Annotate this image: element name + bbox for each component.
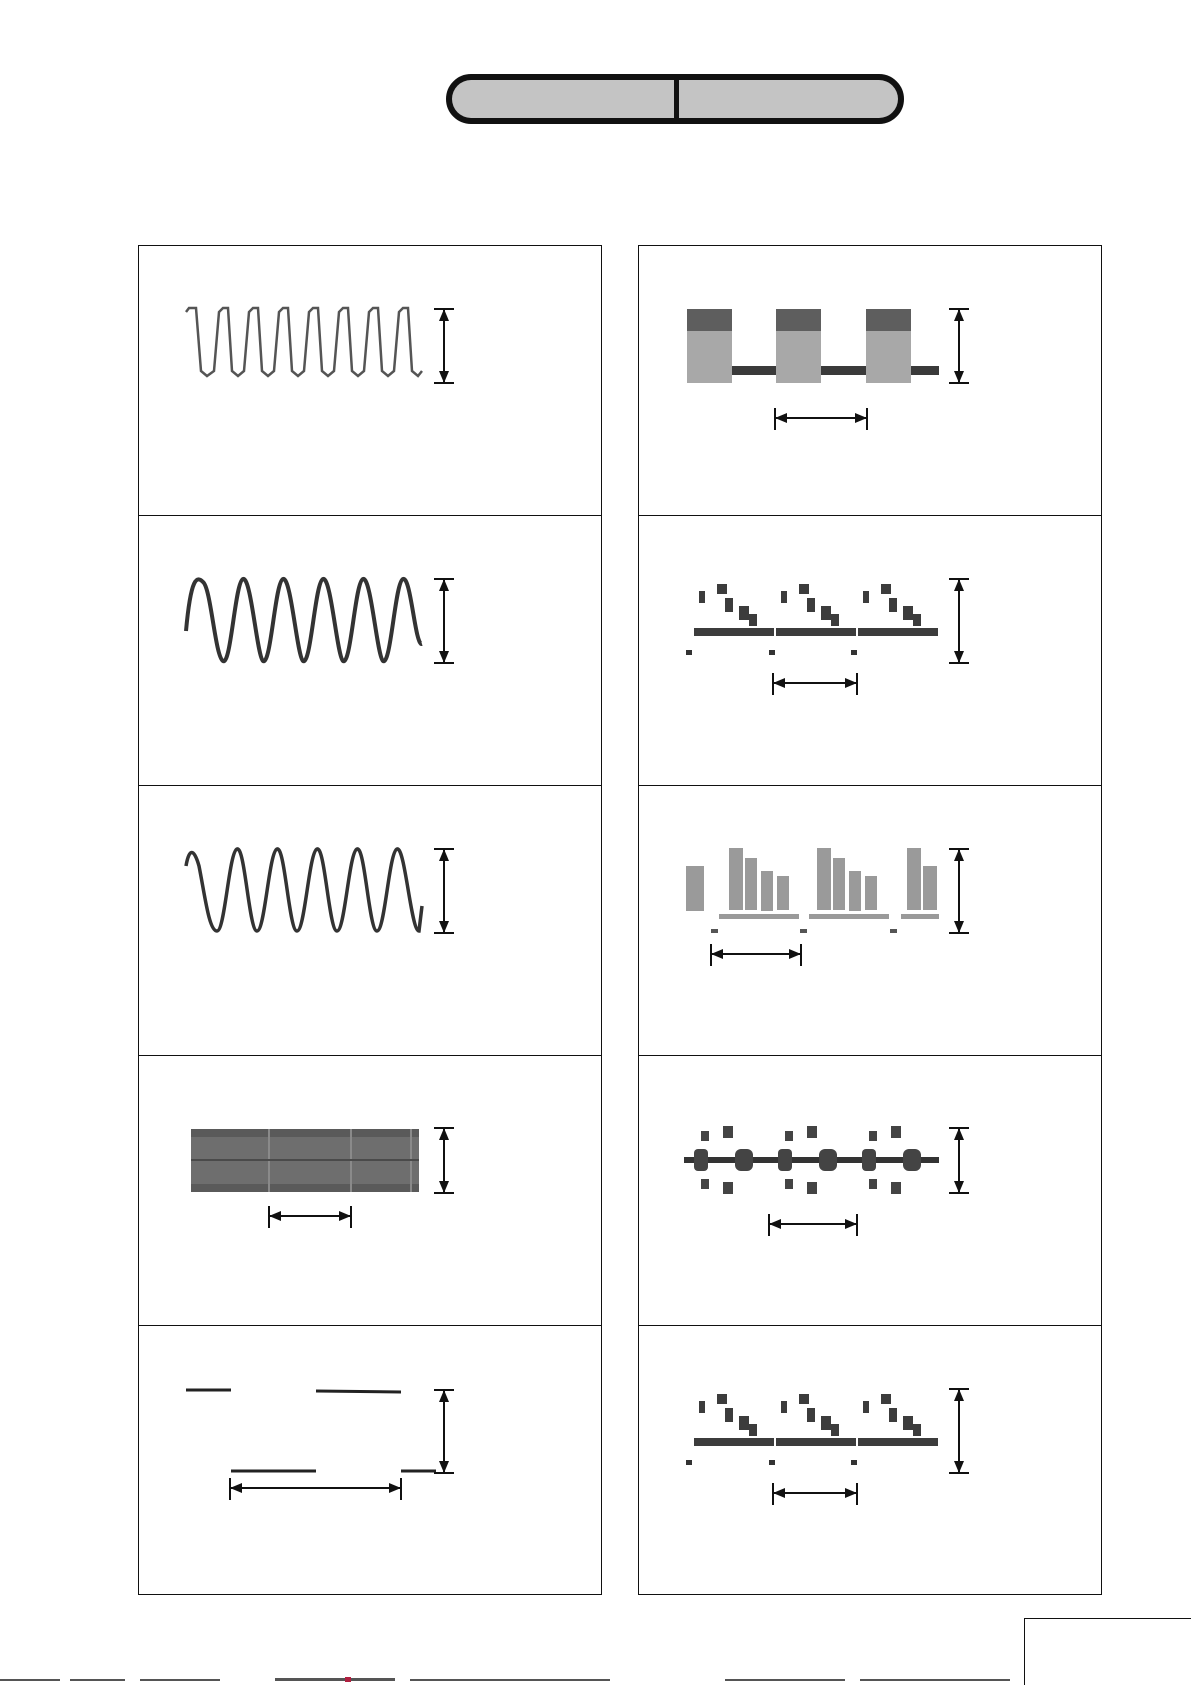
amplitude-arrowhead-up — [439, 579, 449, 591]
period-arrowhead-left — [711, 949, 723, 959]
amplitude-arrowhead-up — [439, 1390, 449, 1402]
amplitude-arrowhead-down — [439, 371, 449, 383]
burst-top — [776, 309, 821, 331]
amplitude-arrowhead-down — [439, 1461, 449, 1473]
waveform-panel-right-2 — [639, 516, 1101, 786]
waveform-column-right — [638, 245, 1102, 1595]
amplitude-arrowhead-up — [954, 1389, 964, 1401]
amplitude-arrowhead-down — [439, 651, 449, 663]
waveform-panel-right-1 — [639, 246, 1101, 516]
waveform-plot — [139, 246, 601, 516]
baseline-segment — [821, 366, 866, 375]
waveform-plot — [639, 516, 1101, 786]
stepped-burst — [809, 848, 889, 919]
waveform-trace — [186, 308, 422, 376]
baseline-segment — [732, 366, 776, 375]
waveform-panel-right-3 — [639, 786, 1101, 1056]
bottom-edge-artifact — [0, 1676, 1020, 1685]
amplitude-arrowhead-down — [439, 1181, 449, 1193]
header-right-segment — [679, 80, 898, 118]
waveform-panel-right-5 — [639, 1326, 1101, 1596]
period-arrowhead-right — [855, 413, 867, 423]
waveform-column-left — [138, 245, 602, 1595]
period-arrowhead-right — [339, 1211, 351, 1221]
amplitude-arrowhead-up — [954, 849, 964, 861]
stepped-burst — [858, 1394, 938, 1446]
period-arrowhead-right — [389, 1483, 401, 1493]
stepped-burst — [686, 848, 799, 919]
period-arrowhead-left — [269, 1211, 281, 1221]
waveform-trace — [186, 579, 422, 661]
stepped-burst — [776, 584, 856, 636]
amplitude-arrowhead-up — [954, 579, 964, 591]
period-arrowhead-right — [789, 949, 801, 959]
period-arrowhead-left — [775, 413, 787, 423]
waveform-panel-left-5 — [139, 1326, 601, 1596]
sync-pulse — [851, 1460, 857, 1465]
period-arrowhead-left — [769, 1219, 781, 1229]
amplitude-arrowhead-up — [439, 1128, 449, 1140]
sync-pulse — [686, 1460, 692, 1465]
pulse-high — [316, 1391, 401, 1392]
sync-pulse — [686, 650, 692, 655]
stepped-burst — [776, 1394, 856, 1446]
waveform-panel-left-1 — [139, 246, 601, 516]
waveform-panel-left-3 — [139, 786, 601, 1056]
band-edge-bottom — [191, 1184, 419, 1192]
waveform-plot — [639, 786, 1101, 1056]
baseline-segment — [911, 366, 939, 375]
stepped-burst — [694, 584, 774, 636]
amplitude-arrowhead-up — [439, 309, 449, 321]
burst-top — [866, 309, 911, 331]
header-title-bar — [446, 74, 904, 124]
stepped-burst — [694, 1394, 774, 1446]
waveform-plot — [639, 1326, 1101, 1596]
stepped-burst — [858, 584, 938, 636]
amplitude-arrowhead-down — [954, 1181, 964, 1193]
sync-pulse — [769, 650, 775, 655]
waveform-panel-left-2 — [139, 516, 601, 786]
amplitude-arrowhead-down — [439, 921, 449, 933]
waveform-plot — [639, 246, 1101, 516]
amplitude-arrowhead-down — [954, 921, 964, 933]
period-arrowhead-left — [773, 678, 785, 688]
amplitude-arrowhead-down — [954, 371, 964, 383]
header-left-segment — [452, 80, 674, 118]
sync-pulse — [769, 1460, 775, 1465]
period-arrowhead-left — [230, 1483, 242, 1493]
waveform-panel-right-4 — [639, 1056, 1101, 1326]
amplitude-arrowhead-up — [954, 309, 964, 321]
burst-top — [687, 309, 732, 331]
waveform-plot — [139, 786, 601, 1056]
amplitude-arrowhead-up — [439, 849, 449, 861]
period-arrowhead-right — [845, 1488, 857, 1498]
waveform-plot — [139, 1056, 601, 1326]
baseline — [684, 1157, 939, 1163]
period-arrowhead-left — [773, 1488, 785, 1498]
waveform-plot — [139, 516, 601, 786]
waveform-plot — [139, 1326, 601, 1596]
period-arrowhead-right — [845, 678, 857, 688]
sync-pulse — [800, 929, 807, 933]
stepped-burst — [901, 848, 939, 919]
amplitude-arrowhead-up — [954, 1128, 964, 1140]
waveform-plot — [639, 1056, 1101, 1326]
red-mark — [345, 1677, 351, 1682]
amplitude-arrowhead-down — [954, 1461, 964, 1473]
waveform-trace — [186, 849, 422, 931]
sync-pulse — [851, 650, 857, 655]
band-edge-top — [191, 1129, 419, 1137]
period-arrowhead-right — [845, 1219, 857, 1229]
sync-pulse — [890, 929, 897, 933]
sync-pulse — [711, 929, 718, 933]
amplitude-arrowhead-down — [954, 651, 964, 663]
waveform-panel-left-4 — [139, 1056, 601, 1326]
page-number-box — [1024, 1618, 1191, 1685]
